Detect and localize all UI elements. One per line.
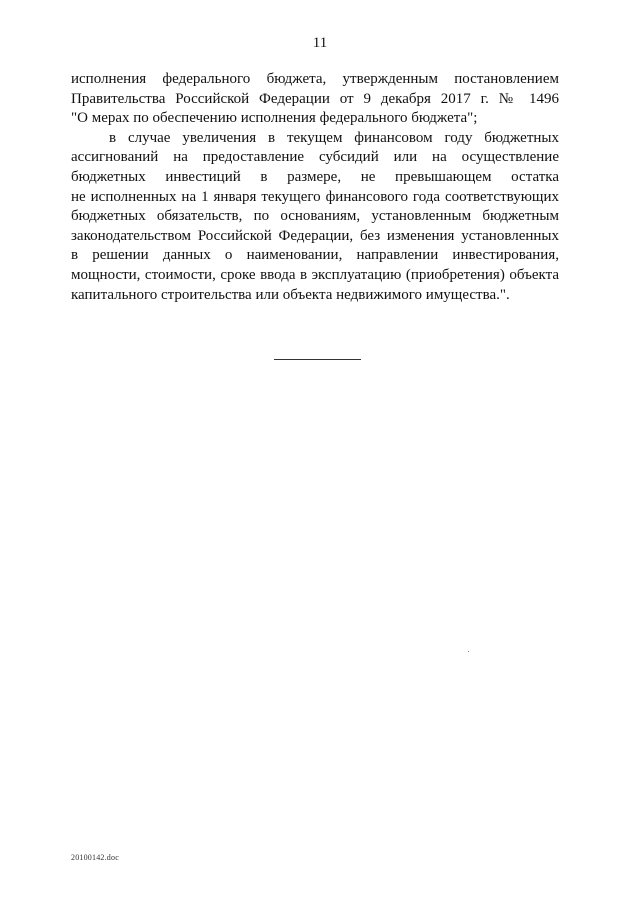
text-line: капитального строительства или объекта недвижимого имущества.". bbox=[71, 286, 510, 303]
text-line: законодательством Российской Федерации, без изменения установленных bbox=[71, 227, 559, 244]
text-line: в решении данных о наименовании, направлении инвестирования, bbox=[71, 247, 559, 264]
text-line: ассигнований на предоставление субсидий или на осуществление bbox=[71, 149, 559, 166]
text-line: мощности, стоимости, сроке ввода в эксплуатацию (приобретения) объекта bbox=[71, 266, 559, 283]
text-line: не исполненных на 1 января текущего финансового года соответствующих bbox=[71, 188, 559, 205]
body-text bbox=[71, 70, 559, 305]
text-line: бюджетных обязательств, по основаниям, установленным бюджетным bbox=[71, 208, 559, 225]
text-line: бюджетных инвестиций в размере, не превышающем остатка bbox=[71, 168, 559, 185]
text-line: исполнения федерального бюджета, утвержденным постановлением bbox=[71, 71, 559, 87]
text-line: Правительства Российской Федерации от 9 декабря 2017 г. № 1496 bbox=[71, 90, 559, 107]
footer-filename: 20100142.doc bbox=[71, 853, 119, 862]
end-divider bbox=[274, 359, 361, 360]
scan-speck bbox=[468, 651, 469, 652]
paragraph-first-line: в случае увеличения в текущем финансовом году бюджетных bbox=[109, 129, 559, 146]
text-line: "О мерах по обеспечению исполнения федерального бюджета"; bbox=[71, 110, 478, 127]
page-number: 11 bbox=[312, 35, 328, 51]
